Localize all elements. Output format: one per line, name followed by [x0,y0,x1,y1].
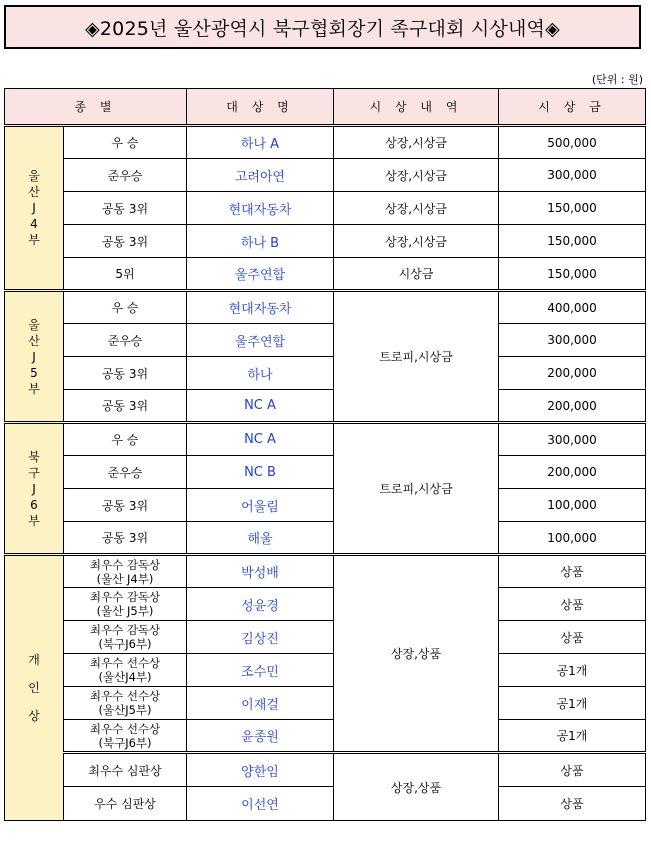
team-cell: 어울림 [187,489,334,522]
table-row [5,357,646,390]
prize-cell: 150,000 [499,225,646,258]
table-row [5,324,646,357]
category-cell: 우수 심판상 [64,787,187,821]
table-row [5,588,646,621]
table-row [5,423,646,456]
category-cell: 공동 3위 [64,390,187,423]
category-cell: 준우승 [64,324,187,357]
team-cell: 이재걸 [187,687,334,720]
category-cell: 최우수 선수상 (북구J6부) [64,720,187,753]
prize-cell: 150,000 [499,192,646,225]
group-label-bukgu-j6: 북 구 J 6 부 [5,423,64,555]
table-row [5,159,646,192]
team-cell: 김상진 [187,621,334,654]
award-cell: 상장,상품 [334,753,499,821]
prize-cell: 공1개 [499,654,646,687]
team-cell: 하나 B [187,225,334,258]
category-cell: 공동 3위 [64,192,187,225]
group-label-ulsan-j5: 울 산 J 5 부 [5,291,64,423]
team-cell: NC A [187,423,334,456]
prize-cell: 200,000 [499,390,646,423]
header-award: 시 상 내 역 [334,89,499,126]
prize-cell: 상품 [499,787,646,821]
prize-cell: 200,000 [499,456,646,489]
team-cell: 고려아연 [187,159,334,192]
category-cell: 공동 3위 [64,357,187,390]
award-cell: 상장,시상금 [334,192,499,225]
prize-cell: 공1개 [499,687,646,720]
prize-cell: 상품 [499,621,646,654]
award-cell: 상장,시상금 [334,126,499,159]
team-cell: 이선연 [187,787,334,821]
category-cell: 최우수 감독상 (울산 J5부) [64,588,187,621]
page-title: ◈2025년 울산광역시 북구협회장기 족구대회 시상내역◈ [4,5,641,49]
table-row [5,225,646,258]
category-cell: 우 승 [64,126,187,159]
team-cell: 해울 [187,522,334,555]
group-label-ulsan-j4: 울 산 J 4 부 [5,126,64,291]
category-cell: 우 승 [64,423,187,456]
header-recipient: 대 상 명 [187,89,334,126]
table-row [5,258,646,291]
category-cell: 공동 3위 [64,489,187,522]
table-row [5,621,646,654]
table-row [5,522,646,555]
category-cell: 최우수 선수상 (울산J4부) [64,654,187,687]
team-cell: 현대자동차 [187,192,334,225]
table-row [5,654,646,687]
team-cell: 조수민 [187,654,334,687]
category-cell: 최우수 감독상 (북구J6부) [64,621,187,654]
award-cell: 상장,상품 [334,555,499,753]
prize-cell: 400,000 [499,291,646,324]
award-cell: 트로피,시상금 [334,423,499,555]
prize-cell: 300,000 [499,324,646,357]
prize-cell: 공1개 [499,720,646,753]
header-prize: 시 상 금 [499,89,646,126]
table-row [5,555,646,588]
team-cell: NC A [187,390,334,423]
category-cell: 5위 [64,258,187,291]
award-cell: 트로피,시상금 [334,291,499,423]
award-cell: 상장,시상금 [334,225,499,258]
table-row [5,291,646,324]
prize-cell: 300,000 [499,159,646,192]
category-cell: 준우승 [64,159,187,192]
prize-cell: 상품 [499,753,646,787]
category-cell: 준우승 [64,456,187,489]
prize-cell: 200,000 [499,357,646,390]
prize-cell: 100,000 [499,489,646,522]
team-cell: 하나 A [187,126,334,159]
header-category: 종 별 [5,89,187,126]
team-cell: 하나 [187,357,334,390]
group-label-individual: 개 인 상 [5,555,64,821]
team-cell: 양한임 [187,753,334,787]
table-row [5,753,646,787]
table-row [5,687,646,720]
team-cell: 현대자동차 [187,291,334,324]
prize-cell: 300,000 [499,423,646,456]
award-cell: 상장,시상금 [334,159,499,192]
team-cell: 윤종원 [187,720,334,753]
table-row [5,489,646,522]
team-cell: 박성배 [187,555,334,588]
team-cell: 성윤경 [187,588,334,621]
category-cell: 공동 3위 [64,225,187,258]
award-table [4,88,646,821]
team-cell: NC B [187,456,334,489]
team-cell: 울주연합 [187,258,334,291]
table-row [5,390,646,423]
prize-cell: 상품 [499,588,646,621]
prize-cell: 상품 [499,555,646,588]
table-row [5,787,646,821]
table-row [5,720,646,753]
category-cell: 최우수 심판상 [64,753,187,787]
prize-cell: 150,000 [499,258,646,291]
award-cell: 시상금 [334,258,499,291]
unit-note: (단위 : 원) [591,73,643,86]
prize-cell: 100,000 [499,522,646,555]
category-cell: 최우수 선수상 (울산J5부) [64,687,187,720]
team-cell: 울주연합 [187,324,334,357]
prize-cell: 500,000 [499,126,646,159]
category-cell: 최우수 감독상 (울산 J4부) [64,555,187,588]
header-row [5,89,646,126]
table-row [5,456,646,489]
category-cell: 우 승 [64,291,187,324]
table-row [5,126,646,159]
table-row [5,192,646,225]
category-cell: 공동 3위 [64,522,187,555]
